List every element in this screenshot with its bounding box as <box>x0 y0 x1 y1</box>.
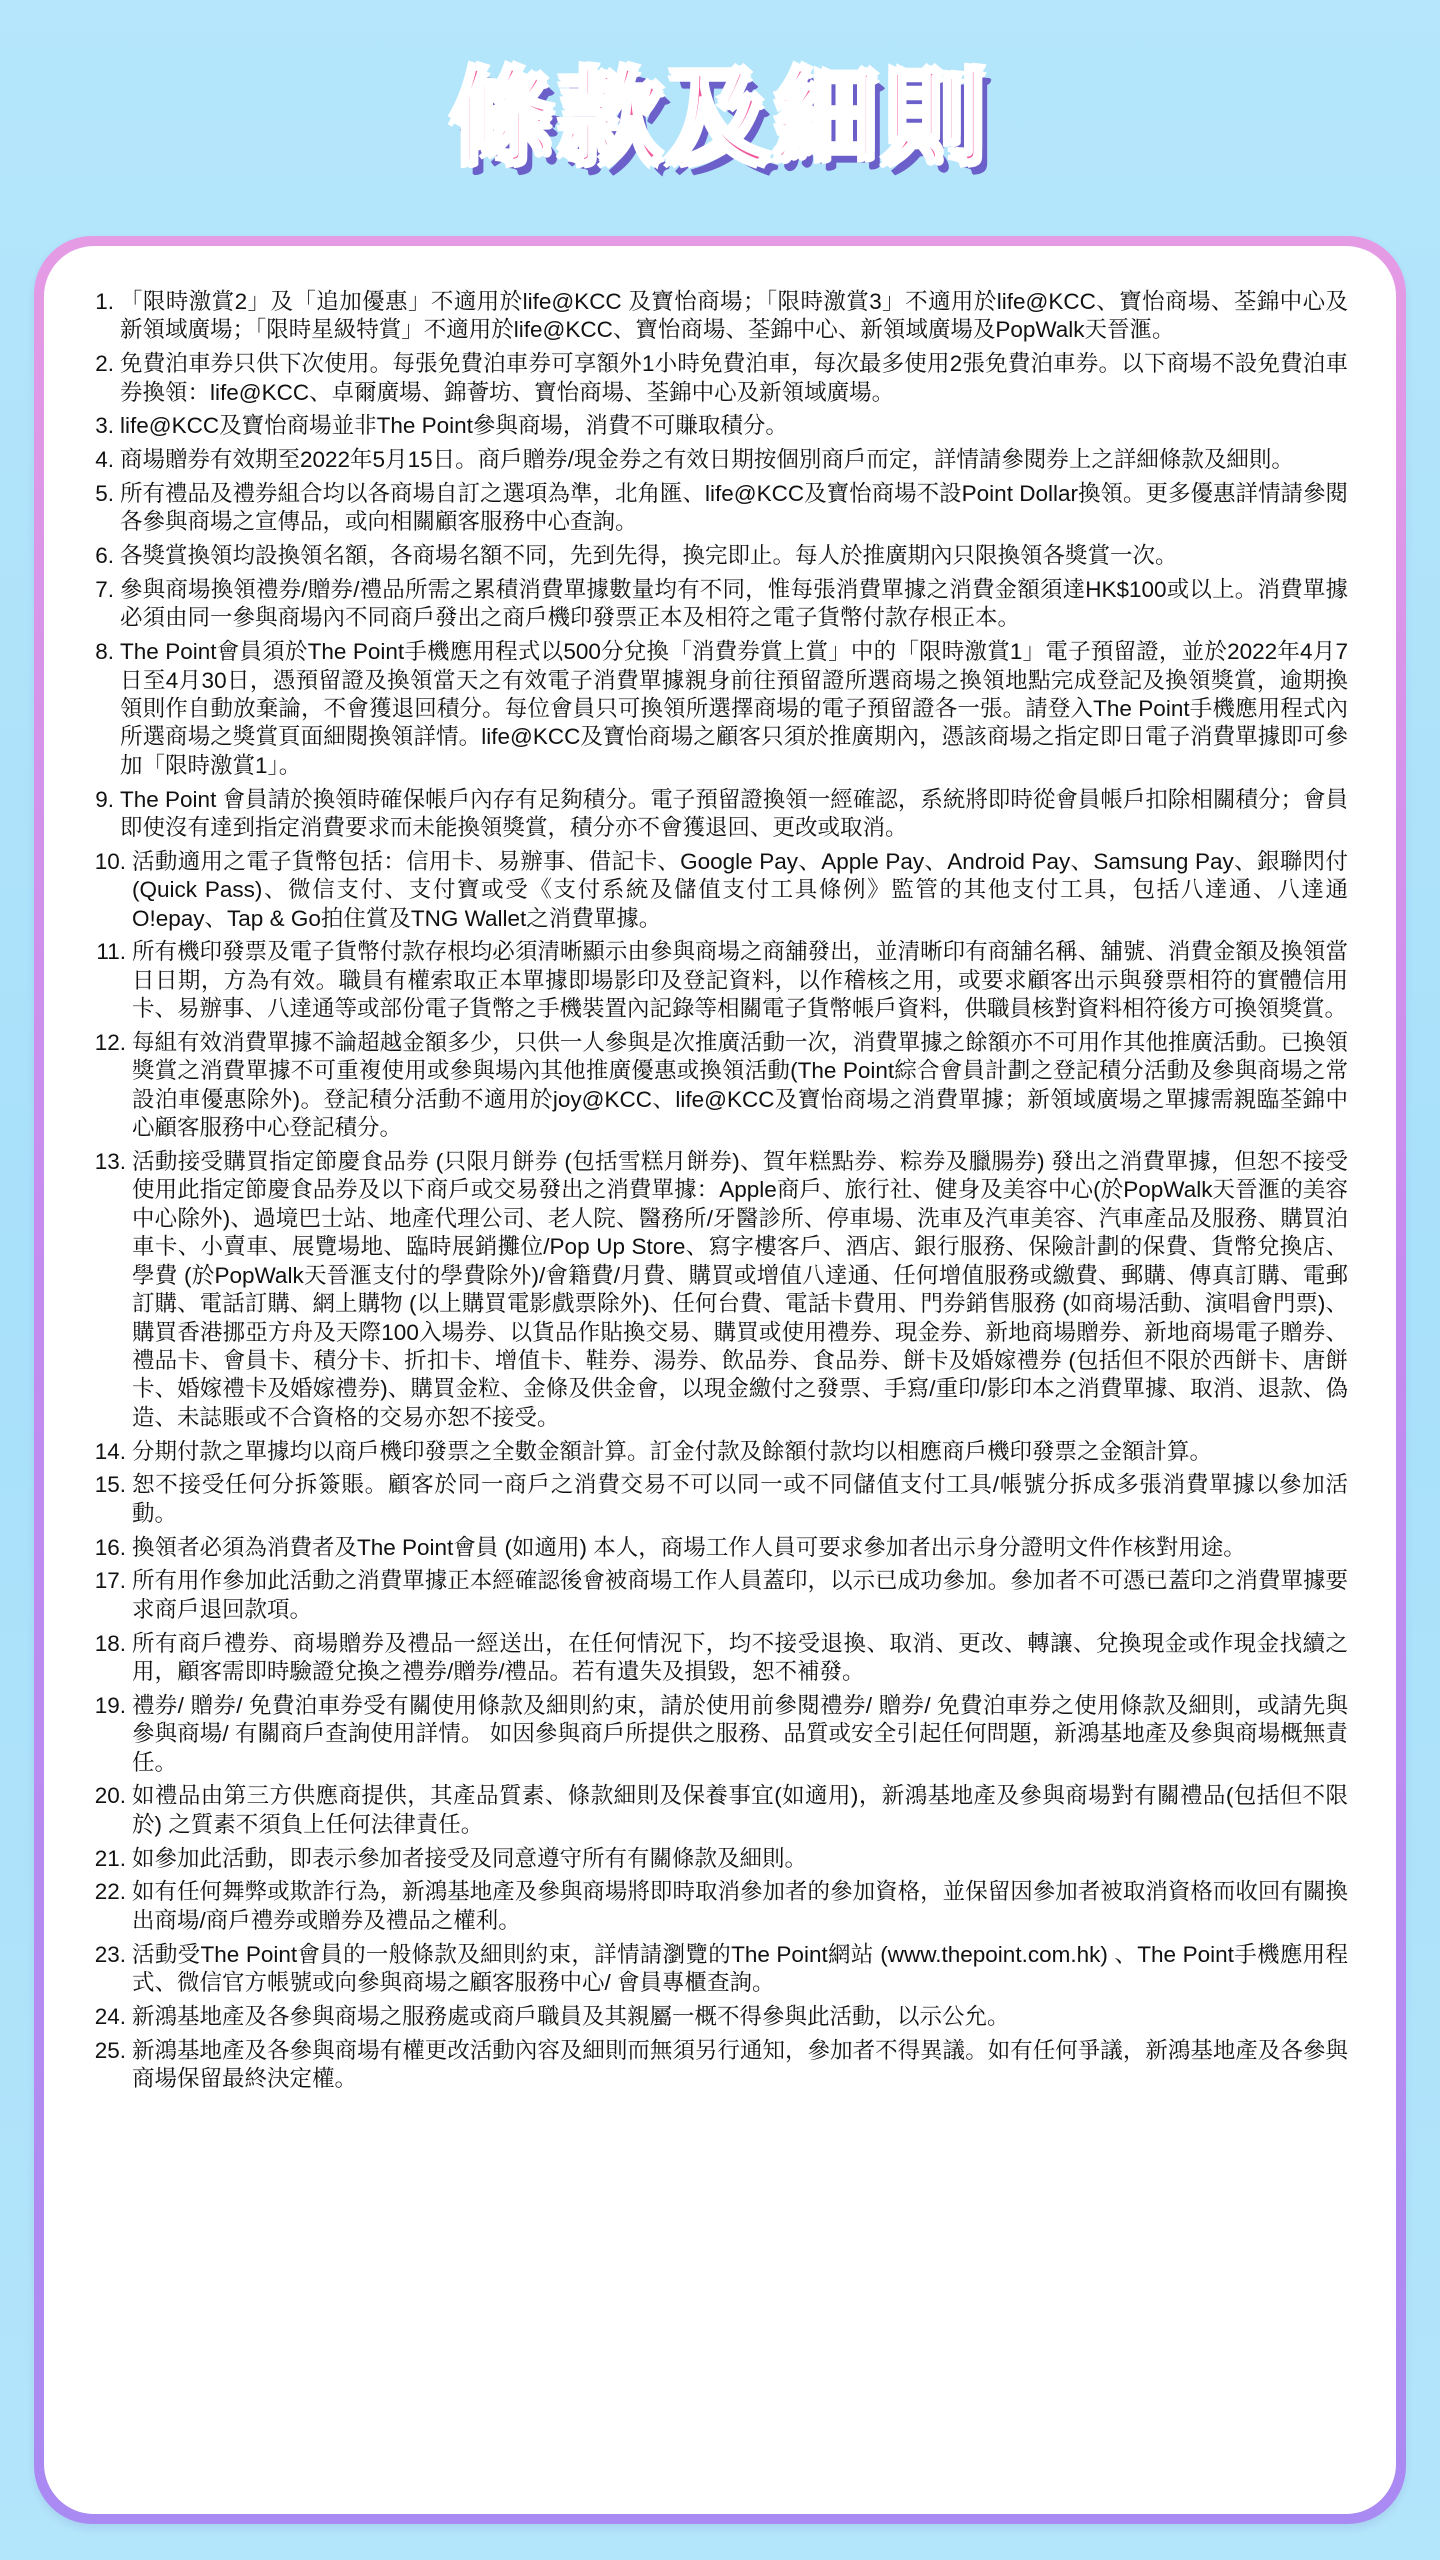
page-title: 條款及細則 <box>449 57 990 179</box>
term-number: 20. <box>94 1783 126 1809</box>
term-item <box>78 638 1348 780</box>
term-number: 5. <box>95 481 114 506</box>
term-text: The Point會員須於The Point手機應用程式以500分兌換「消費券賞上賞」中的「限時激賞1」電子預留證，並於2022年4月7日至4月30日，憑預留證及換領當天之有效電子消費單據親身前往預留證所選商場之換領地點完成登記及換領獎賞，逾期換領則作自動放棄論，不會獲退回積分。每位會員只可換領所選擇商場的電子預留證各一張。請登入The Point手機應用程式內所選商場之獎賞頁面細閱換領詳情。life@KCC及寶怡商場之顧客只須於推廣期內，憑該商場之指定即日電子消費單據即可參加「限時激賞1」。 <box>120 639 1348 778</box>
term-item <box>78 1845 1348 1873</box>
term-item <box>78 1438 1348 1466</box>
term-number: 22. <box>94 1879 126 1905</box>
term-text: 商場贈券有效期至2022年5月15日。商戶贈券/現金券之有效日期按個別商戶而定，詳情請參閱券上之詳細條款及細則。 <box>120 447 1294 473</box>
term-item <box>78 938 1348 1023</box>
terms-card <box>44 246 1396 2514</box>
term-text: 「限時激賞2」及「追加優惠」不適用於life@KCC 及寶怡商場；「限時激賞3」不適用於life@KCC、寶怡商場、荃錦中心及新領域廣場；「限時星級特賞」不適用於life@KCC、寶怡商場、荃錦中心、新領域廣場及PopWalk天晉滙。 <box>120 289 1348 343</box>
term-text: 新鴻基地產及各參與商場有權更改活動內容及細則而無須另行通知，參加者不得異議。如有任何爭議，新鴻基地產及各參與商場保留最終決定權。 <box>132 2037 1348 2091</box>
term-number: 14. <box>94 1438 126 1464</box>
term-item <box>78 412 1348 440</box>
term-number: 12. <box>94 1030 126 1056</box>
term-number: 16. <box>94 1534 126 1560</box>
term-text: The Point 會員請於換領時確保帳戶內存有足夠積分。電子預留證換領一經確認，系統將即時從會員帳戶扣除相關積分；會員即使沒有達到指定消費要求而未能換領獎賞，積分亦不會獲退回、更改或取消。 <box>120 786 1348 841</box>
term-text: 所有禮品及禮券組合均以各商場自訂之選項為準，北角匯、life@KCC及寶怡商場不設Point Dollar換領。更多優惠詳情請參閱各參與商場之宣傳品，或向相關顧客服務中心查詢。 <box>120 481 1348 535</box>
terms-list <box>44 246 1396 2093</box>
term-number: 18. <box>94 1630 126 1656</box>
term-number: 9. <box>95 786 114 812</box>
term-number: 23. <box>94 1941 126 1967</box>
term-number: 24. <box>94 2003 126 2029</box>
term-text: 如參加此活動，即表示參加者接受及同意遵守所有有關條款及細則。 <box>132 1845 808 1871</box>
term-text: 參與商場換領禮券/贈券/禮品所需之累積消費單據數量均有不同，惟每張消費單據之消費金額須達HK$100或以上。消費單據必須由同一參與商場內不同商戶發出之商戶機印發票正本及相符之電子貨幣付款存根正本。 <box>120 577 1348 631</box>
term-item <box>78 1630 1348 1687</box>
term-number: 13. <box>94 1149 126 1175</box>
term-item <box>78 576 1348 633</box>
term-number: 7. <box>95 577 114 602</box>
term-text: 分期付款之單據均以商戶機印發票之全數金額計算。訂金付款及餘額付款均以相應商戶機印發票之金額計算。 <box>132 1438 1213 1464</box>
term-number: 10. <box>94 848 126 874</box>
term-text: 恕不接受任何分拆簽賬。顧客於同一商戶之消費交易不可以同一或不同儲值支付工具/帳號分拆成多張消費單據以參加活動。 <box>132 1472 1348 1526</box>
term-item <box>78 1941 1348 1998</box>
term-number: 4. <box>95 447 114 473</box>
term-item <box>78 350 1348 407</box>
term-item <box>78 1692 1348 1777</box>
term-text: 換領者必須為消費者及The Point會員 (如適用) 本人，商場工作人員可要求參加者出示身分證明文件作核對用途。 <box>132 1534 1246 1560</box>
term-item <box>78 288 1348 345</box>
term-number: 25. <box>94 2037 126 2063</box>
term-item <box>78 1471 1348 1528</box>
term-text: 免費泊車券只供下次使用。每張免費泊車券可享額外1小時免費泊車，每次最多使用2張免費泊車券。以下商場不設免費泊車券換領：life@KCC、卓爾廣場、錦薈坊、寶怡商場、荃錦中心及新領域廣場。 <box>120 351 1348 405</box>
term-number: 21. <box>94 1845 126 1871</box>
term-item <box>78 1029 1348 1143</box>
term-text: 所有機印發票及電子貨幣付款存根均必須清晰顯示由參與商場之商舖發出，並清晰印有商舖名稱、舖號、消費金額及換領當日日期，方為有效。職員有權索取正本單據即場影印及登記資料，以作稽核之用，或要求顧客出示與發票相符的實體信用卡、易辦事、八達通等或部份電子貨幣之手機裝置內記錄等相關電子貨幣帳戶資料，供職員核對資料相符後方可換領獎賞。 <box>132 939 1348 1022</box>
term-text: 每組有效消費單據不論超越金額多少，只供一人參與是次推廣活動一次，消費單據之餘額亦不可用作其他推廣活動。已換領獎賞之消費單據不可重複使用或參與場內其他推廣優惠或換領活動(The Point綜合會員計劃之登記積分活動及參與商場之常設泊車優惠除外)。登記積分活動不適用於joy@KCC、life@KCC及寶怡商場之消費單據；新領域廣場之單據需親臨荃錦中心顧客服務中心登記積分。 <box>132 1030 1348 1141</box>
term-number: 2. <box>95 351 114 377</box>
term-number: 8. <box>95 639 114 665</box>
term-item <box>78 446 1348 474</box>
term-item <box>78 848 1348 933</box>
term-number: 19. <box>94 1692 126 1718</box>
term-text: life@KCC及寶怡商場並非The Point參與商場，消費不可賺取積分。 <box>120 413 788 439</box>
term-item <box>78 2003 1348 2031</box>
term-number: 6. <box>95 543 114 569</box>
term-text: 所有用作參加此活動之消費單據正本經確認後會被商場工作人員蓋印，以示已成功參加。參加者不可憑已蓋印之消費單據要求商戶退回款項。 <box>132 1568 1348 1622</box>
term-item <box>78 480 1348 537</box>
term-item <box>78 1878 1348 1935</box>
term-text: 新鴻基地產及各參與商場之服務處或商戶職員及其親屬一概不得參與此活動，以示公允。 <box>132 2003 1010 2029</box>
term-text: 各獎賞換領均設換領名額，各商場名額不同，先到先得，換完即止。每人於推廣期內只限換領各獎賞一次。 <box>120 543 1178 569</box>
term-item <box>78 1148 1348 1432</box>
term-item <box>78 786 1348 843</box>
term-text: 禮券/ 贈券/ 免費泊車券受有關使用條款及細則約束，請於使用前參閱禮券/ 贈券/ 免費泊車券之使用條款及細則，或請先與參與商場/ 有關商戶查詢使用詳情。 如因參與商戶所提供之服務、品質或安全引起任何問題，新鴻基地產及參與商場概無責任。 <box>132 1692 1348 1775</box>
term-text: 活動受The Point會員的一般條款及細則約束，詳情請瀏覽的The Point網站 (www.thepoint.com.hk) 、The Point手機應用程式、微信官方帳號或向參與商場之顧客服務中心/ 會員專櫃查詢。 <box>132 1941 1348 1995</box>
term-item <box>78 2037 1348 2094</box>
term-text: 活動接受購買指定節慶食品券 (只限月餅券 (包括雪糕月餅券)、賀年糕點券、粽券及臘腸券) 發出之消費單據，但恕不接受使用此指定節慶食品券及以下商戶或交易發出之消費單據：Apple商戶、旅行社、健身及美容中心(於PopWalk天晉滙的美容中心除外)、過境巴士站、地產代理公司、老人院、醫務所/牙醫診所、停車場、洗車及汽車美容、汽車產品及服務、購買泊車卡、小賣車、展覽場地、臨時展銷攤位/Pop Up Store、寫字樓客戶、酒店、銀行服務、保險計劃的保費、貨幣兌換店、學費 (於PopWalk天晉滙支付的學費除外)/會籍費/月費、購買或增值八達通、任何增值服務或繳費、郵購、傳真訂購、電郵訂購、電話訂購、網上購物 (以上購買電影戲票除外)、任何台費、電話卡費用、門券銷售服務 (如商場活動、演唱會門票)、購買香港挪亞方舟及天際100入場券、以貨品作貼換交易、購買或使用禮券、現金券、新地商場贈券、新地商場電子贈券、禮品卡、會員卡、積分卡、折扣卡、增值卡、鞋券、湯券、飲品券、食品券、餅卡及婚嫁禮券 (包括但不限於西餅卡、唐餅卡、婚嫁禮卡及婚嫁禮券)、購買金粒、金條及供金會，以現金繳付之發票、手寫/重印/影印本之消費單據、取消、退款、偽造、未誌賬或不合資格的交易亦恕不接受。 <box>132 1149 1348 1430</box>
term-text: 如禮品由第三方供應商提供，其產品質素、條款細則及保養事宜(如適用)，新鴻基地產及參與商場對有關禮品(包括但不限於) 之質素不須負上任何法律責任。 <box>132 1783 1348 1837</box>
term-text: 活動適用之電子貨幣包括：信用卡、易辦事、借記卡、Google Pay、Apple Pay、Android Pay、Samsung Pay、銀聯閃付(Quick Pass)、微信支付、支付寶或受《支付系統及儲值支付工具條例》監管的其他支付工具，包括八達通、八達通O!epay、Tap & Go拍住賞及TNG Wallet之消費單據。 <box>132 848 1348 931</box>
title-banner <box>0 48 1440 188</box>
term-number: 17. <box>94 1568 126 1594</box>
term-number: 1. <box>95 289 114 314</box>
term-text: 如有任何舞弊或欺詐行為，新鴻基地產及參與商場將即時取消參加者的參加資格，並保留因參加者被取消資格而收回有關換出商場/商戶禮券或贈券及禮品之權利。 <box>132 1879 1348 1933</box>
term-item <box>78 542 1348 570</box>
term-item <box>78 1782 1348 1839</box>
term-text: 所有商戶禮券、商場贈券及禮品一經送出，在任何情況下，均不接受退換、取消、更改、轉讓、兌換現金或作現金找續之用，顧客需即時驗證兌換之禮券/贈券/禮品。若有遺失及損毀，恕不補發。 <box>132 1630 1348 1684</box>
term-number: 3. <box>95 413 114 439</box>
term-item <box>78 1534 1348 1562</box>
term-number: 11. <box>96 939 126 965</box>
term-item <box>78 1567 1348 1624</box>
term-number: 15. <box>94 1472 126 1498</box>
